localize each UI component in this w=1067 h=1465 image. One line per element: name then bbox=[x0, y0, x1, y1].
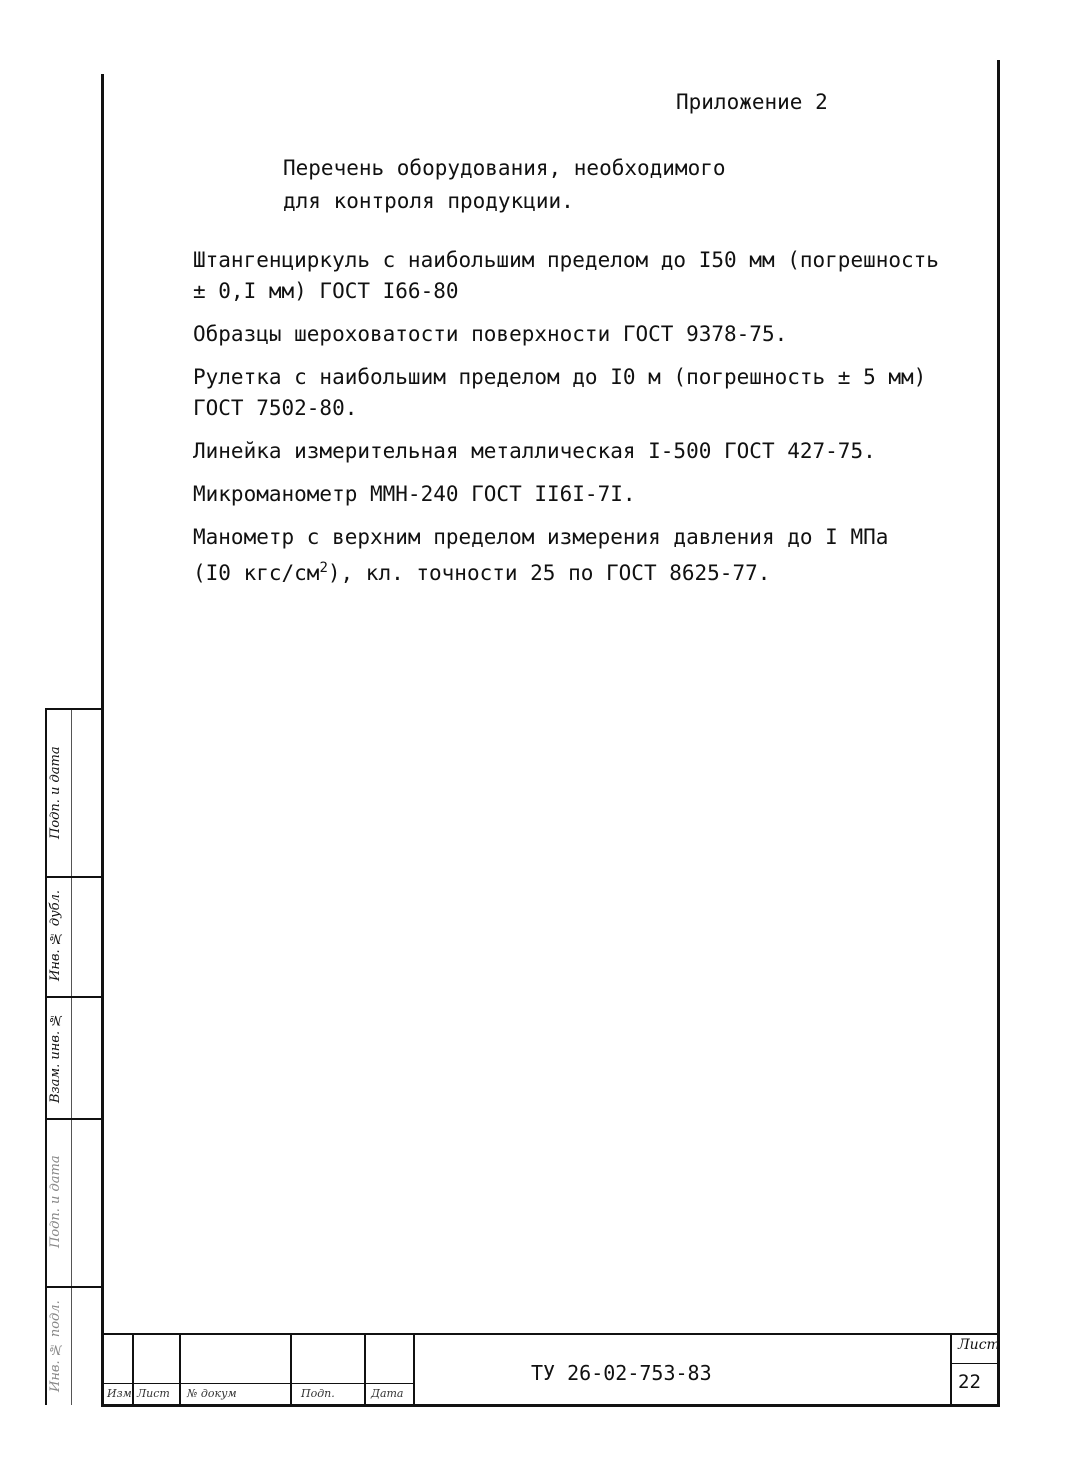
side-stamp-divider bbox=[45, 876, 102, 878]
title-block-col-line bbox=[132, 1333, 134, 1405]
title-block-col-label: Дата bbox=[371, 1387, 404, 1400]
title-line-2: для контроля продукции. bbox=[283, 189, 574, 213]
sheet-box-divider bbox=[950, 1363, 998, 1364]
side-stamp-label: Инв. № дубл. bbox=[48, 890, 63, 982]
item-text: (I0 кгс/см bbox=[193, 561, 320, 585]
list-item-caliper bbox=[193, 245, 963, 307]
document-number: ТУ 26-02-753-83 bbox=[531, 1361, 712, 1385]
side-stamp-left-line bbox=[45, 708, 47, 1405]
item-text: ГОСТ 7502-80. bbox=[193, 396, 358, 420]
side-stamp-label: Подп. и дата bbox=[48, 746, 63, 840]
side-stamp-divider bbox=[45, 1118, 102, 1120]
list-item-micromanometer bbox=[193, 479, 963, 510]
sheet-number: 22 bbox=[958, 1371, 981, 1393]
title-block-col-line bbox=[290, 1333, 292, 1405]
item-text: Линейка измерительная металлическая I-500 ГОСТ 427-75. bbox=[193, 439, 876, 463]
side-stamp-divider bbox=[45, 1286, 102, 1288]
equipment-list bbox=[193, 245, 963, 601]
list-item-tape-measure bbox=[193, 362, 963, 424]
title-block-col-label: Лист bbox=[137, 1387, 170, 1400]
list-item-roughness-samples bbox=[193, 319, 963, 350]
item-text: Манометр с верхним пределом измерения давления до I МПа bbox=[193, 525, 889, 549]
title-block-top-line bbox=[101, 1333, 950, 1335]
title-block-col-line bbox=[413, 1333, 415, 1405]
item-text: Образцы шероховатости поверхности ГОСТ 9378-75. bbox=[193, 322, 788, 346]
item-text: ), кл. точности 25 по ГОСТ 8625-77. bbox=[327, 561, 771, 585]
side-stamp-label: Взам. инв. № bbox=[48, 1011, 63, 1103]
sheet-box bbox=[950, 1333, 998, 1403]
sheet-box-top bbox=[950, 1333, 998, 1335]
item-text: ± 0,I мм) ГОСТ I66-80 bbox=[193, 279, 459, 303]
item-text: Штангенциркуль с наибольшим пределом до I50 мм (погрешность bbox=[193, 248, 939, 272]
appendix-label: Приложение 2 bbox=[676, 90, 828, 114]
title-block-col-label: Подп. bbox=[301, 1387, 335, 1400]
page-title bbox=[283, 152, 726, 218]
title-block-col-line bbox=[364, 1333, 366, 1405]
side-stamp-divider bbox=[45, 708, 102, 710]
title-line-1: Перечень оборудования, необходимого bbox=[283, 156, 726, 180]
item-text: Рулетка с наибольшим пределом до I0 м (погрешность ± 5 мм) bbox=[193, 365, 927, 389]
side-stamp-label: Подп. и дата bbox=[48, 1155, 63, 1249]
side-stamp-mid-line bbox=[71, 708, 72, 1405]
title-block-col-label: Изм bbox=[107, 1387, 132, 1400]
title-block-row-line bbox=[101, 1383, 413, 1384]
list-item-ruler bbox=[193, 436, 963, 467]
sheet-label: Лист bbox=[958, 1337, 1000, 1353]
title-block-col-line bbox=[179, 1333, 181, 1405]
title-block bbox=[101, 1333, 1000, 1405]
side-stamp-label: Инв. № подл. bbox=[48, 1300, 63, 1392]
side-stamp-divider bbox=[45, 996, 102, 998]
list-item-manometer bbox=[193, 522, 963, 589]
frame-right-border bbox=[997, 60, 1000, 1407]
side-stamp bbox=[45, 708, 102, 1405]
title-block-col-label: № докум bbox=[187, 1387, 237, 1400]
item-text: Микроманометр ММН-240 ГОСТ II6I-7I. bbox=[193, 482, 636, 506]
superscript: 2 bbox=[319, 560, 328, 576]
item-text-line-2 bbox=[193, 553, 963, 589]
